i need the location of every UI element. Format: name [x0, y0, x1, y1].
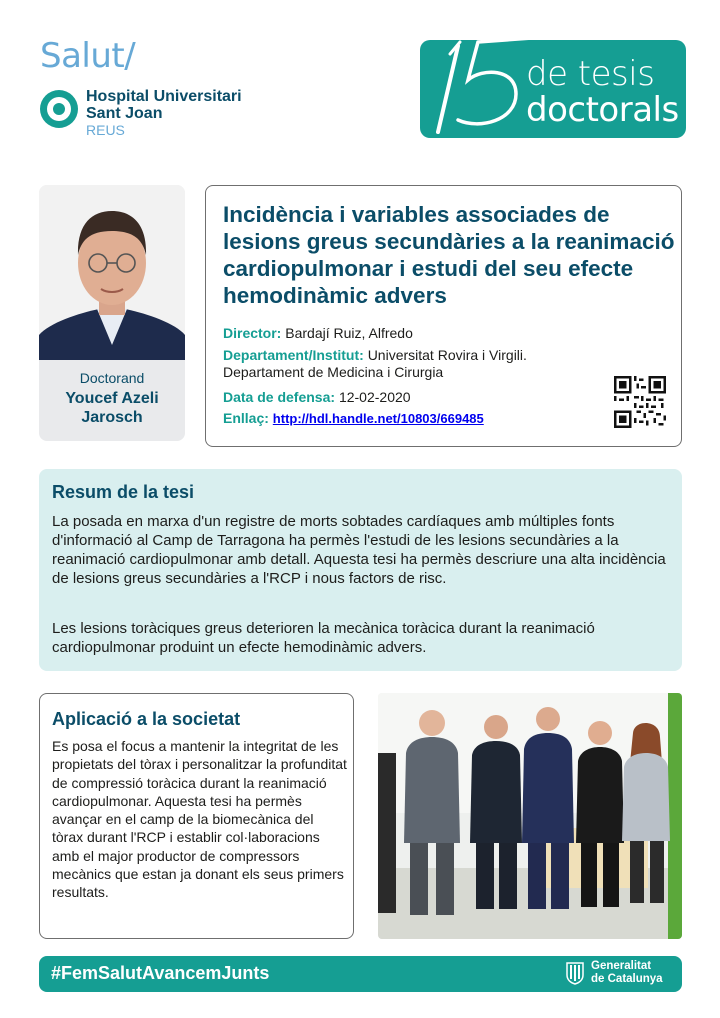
candidate-portrait: [39, 185, 185, 360]
generalitat-line2: de Catalunya: [591, 973, 663, 985]
hospital-name-line2: Sant Joan: [86, 105, 163, 122]
generalitat-line1: Generalitat: [591, 960, 652, 972]
link-row: [223, 410, 484, 427]
thesis-info-card: [205, 185, 682, 447]
badge-15-icon: [420, 24, 540, 154]
hashtag: #FemSalutAvancemJunts: [51, 963, 270, 983]
candidate-name: [39, 389, 185, 427]
thesis-title: Incidència i variables associades de lesions greus secundàries a la reanimació cardiopulmonar i estudi del seu efecte hemodinàmic advers: [223, 202, 675, 308]
candidate-name-line1: Youcef Azeli: [65, 390, 159, 407]
candidate-card: [39, 185, 185, 441]
defense-date-label: Data de defensa:: [223, 389, 336, 405]
badge-anys: anys: [466, 140, 494, 155]
defense-date-row: [223, 389, 411, 406]
department-value: Universitat Rovira i Virgili. Departament de Medicina i Cirurgia: [223, 347, 527, 380]
anniversary-badge: [420, 40, 686, 155]
qr-code-icon[interactable]: [614, 376, 666, 428]
brand-salut: Salut/: [40, 36, 136, 76]
hospital-name-line1: Hospital Universitari: [86, 88, 242, 105]
hospital-logo-icon: [40, 90, 78, 128]
candidate-role: Doctorand: [79, 370, 145, 386]
summary-section: [39, 469, 682, 671]
hospital-logo: [40, 88, 242, 139]
society-section: [39, 693, 354, 939]
badge-line1: de tesis: [526, 54, 655, 94]
director-row: [223, 325, 413, 342]
society-text: Es posa el focus a mantenir la integritat de les propietats del tòrax i personalitzar la profunditat de compressió toràcica durant la reanimació cardiopulmonar. Aquesta tesi ha permès avançar en el camp de la biomecànica del tòrax durant l'RCP i establir col·laboracions amb el major productor de compressors mecànics que estan ja donant els seus primers resultats.: [52, 738, 347, 901]
summary-paragraph-2: Les lesions toràciques greus deterioren la mecànica toràcica durant la reanimació cardiopulmonar produint un efecte hemodinàmic advers.: [52, 620, 595, 656]
director-label: Director:: [223, 325, 282, 341]
generalitat-logo-icon: [565, 961, 585, 985]
link-label: Enllaç:: [223, 410, 269, 426]
summary-paragraph-1: La posada en marxa d'un registre de morts sobtades cardíaques amb múltiples fonts d'informació al Camp de Tarragona ha permès l'estudi de les lesions secundàries a la reanimació cardiopulmonar amb detall. Aquesta tesi ha permès descriure una alta incidència de lesions greus secundàries a l'RCP i nous factors de risc.: [52, 513, 666, 587]
group-photo: [378, 693, 682, 939]
footer-bar: [39, 956, 682, 992]
summary-heading: Resum de la tesi: [52, 482, 195, 502]
defense-date-value: 12-02-2020: [338, 389, 411, 405]
hospital-city: REUS: [86, 122, 125, 138]
department-label: Departament/Institut:: [223, 347, 364, 363]
director-value: Bardají Ruiz, Alfredo: [285, 325, 413, 341]
thesis-link[interactable]: http://hdl.handle.net/10803/669485: [272, 411, 484, 426]
candidate-name-line2: Jarosch: [81, 409, 143, 426]
department-row: [223, 347, 603, 381]
generalitat-logo: [565, 960, 663, 986]
society-heading: Aplicació a la societat: [52, 709, 241, 729]
badge-line2: doctorals: [526, 90, 679, 130]
